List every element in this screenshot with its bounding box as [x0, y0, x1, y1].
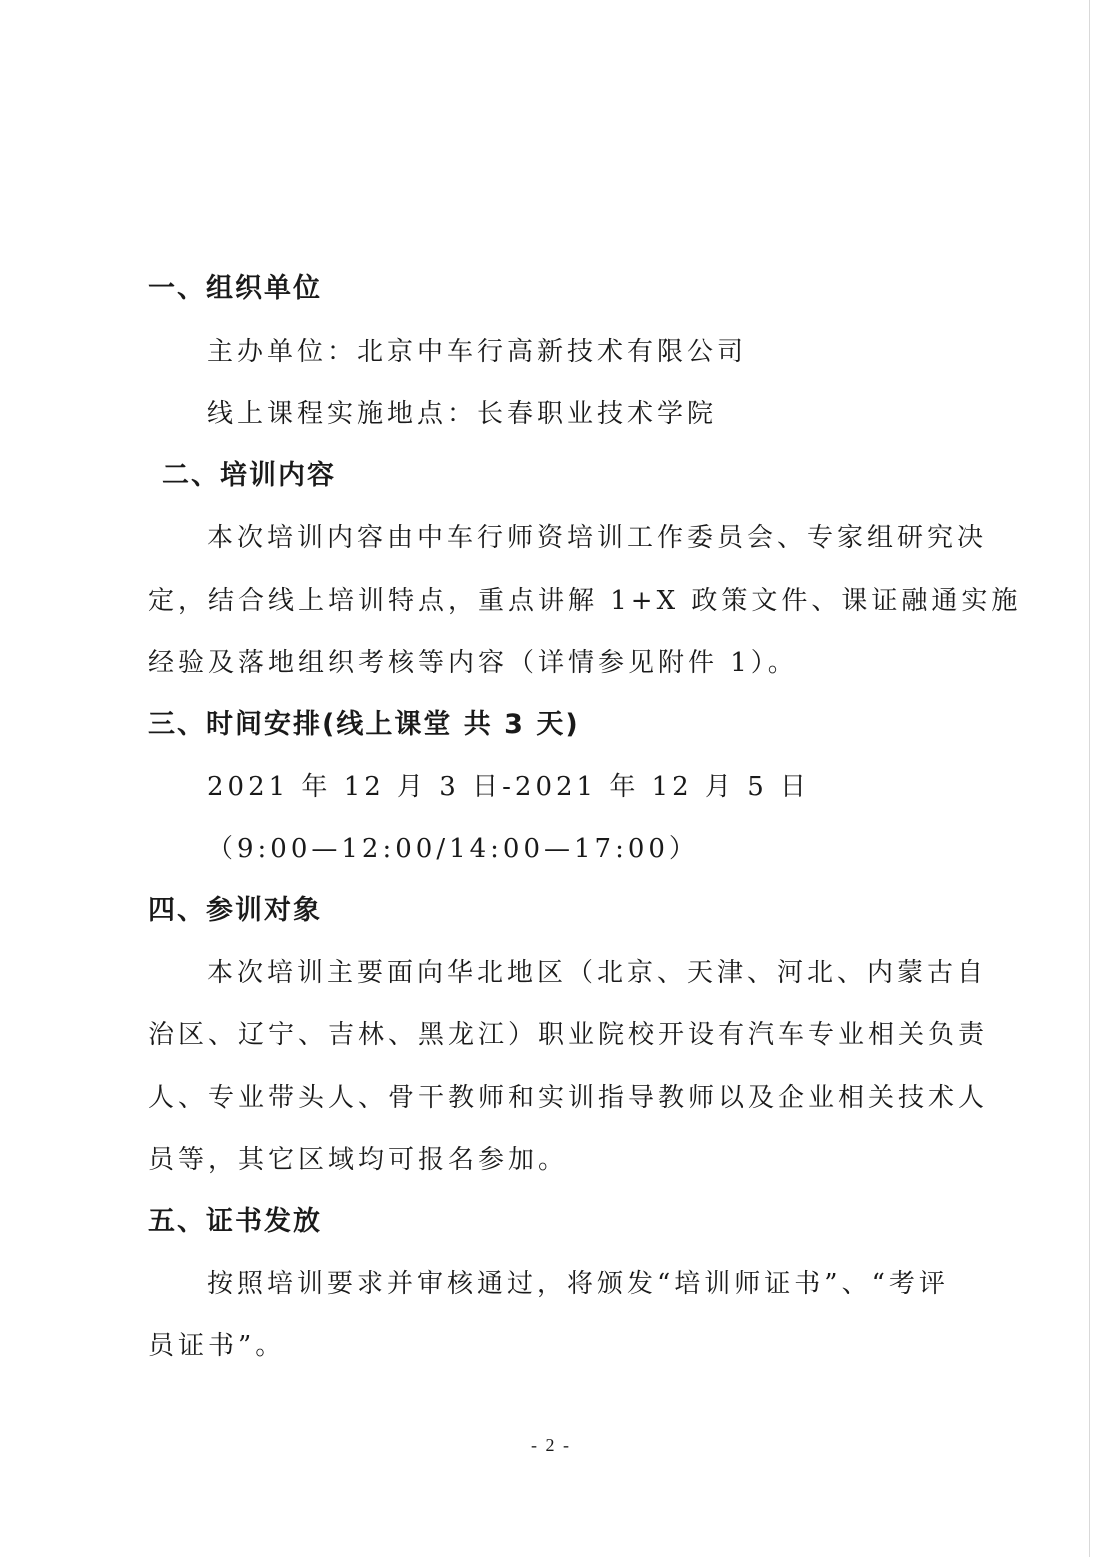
section-heading-certificates: 五、证书发放 [148, 1206, 322, 1237]
certificates-paragraph-line-2: 员证书”。 [148, 1331, 286, 1361]
section-heading-schedule: 三、时间安排(线上课堂 共 3 天) [148, 709, 580, 740]
organizer-host-line: 主办单位：北京中车行高新技术有限公司 [207, 337, 748, 367]
organizer-venue-line: 线上课程实施地点：长春职业技术学院 [207, 399, 718, 429]
participants-paragraph-line-2: 治区、辽宁、吉林、黑龙江）职业院校开设有汽车专业相关负责 [148, 1020, 989, 1050]
certificates-paragraph-line-1: 按照培训要求并审核通过，将颁发“培训师证书”、“考评 [207, 1269, 949, 1299]
participants-paragraph-line-1: 本次培训主要面向华北地区（北京、天津、河北、内蒙古自 [207, 958, 988, 988]
scan-edge-divider [1089, 0, 1090, 1557]
section-heading-content: 二、培训内容 [162, 460, 336, 491]
schedule-time-line: （9:00—12:00/14:00—17:00） [207, 834, 699, 864]
participants-paragraph-line-3: 人、专业带头人、骨干教师和实训指导教师以及企业相关技术人 [148, 1083, 989, 1113]
page-number: - 2 - [531, 1435, 571, 1455]
schedule-date-line: 2021 年 12 月 3 日-2021 年 12 月 5 日 [207, 772, 811, 802]
content-paragraph-line-3: 经验及落地组织考核等内容（详情参见附件 1）。 [148, 648, 798, 678]
section-heading-organizer: 一、组织单位 [148, 273, 322, 304]
section-heading-participants: 四、参训对象 [148, 895, 322, 926]
participants-paragraph-line-4: 员等，其它区域均可报名参加。 [148, 1145, 569, 1175]
content-paragraph-line-1: 本次培训内容由中车行师资培训工作委员会、专家组研究决 [207, 523, 988, 553]
content-paragraph-line-2: 定，结合线上培训特点，重点讲解 1+X 政策文件、课证融通实施 [148, 586, 1022, 616]
